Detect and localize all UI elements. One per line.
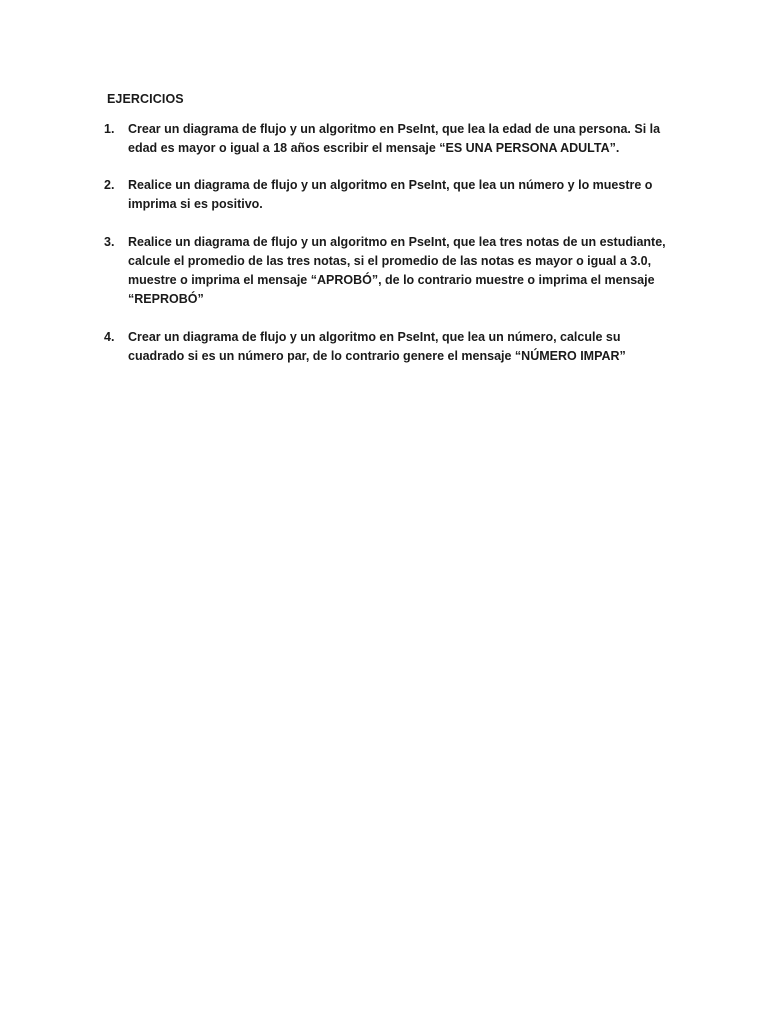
- exercise-item-1: [104, 120, 674, 158]
- exercise-item-4: [104, 328, 674, 366]
- document-title: EJERCICIOS: [107, 92, 184, 106]
- exercise-item-3: [104, 233, 674, 309]
- exercise-item-2: [104, 176, 674, 214]
- exercise-text: Crear un diagrama de flujo y un algoritmo en PseInt, que lea la edad de una persona. Si la edad es mayor o igual a 18 años escribir el mensaje “ES UNA PERSONA ADULTA”.: [128, 122, 661, 155]
- exercise-text: Realice un diagrama de flujo y un algoritmo en PseInt, que lea un número y lo muestre o imprima si es positivo.: [128, 178, 653, 211]
- exercise-text: Realice un diagrama de flujo y un algoritmo en PseInt, que lea tres notas de un estudiante, calcule el promedio de las tres notas, si el promedio de las notas es mayor o igual a 3.0, muestre o imprima el mensaje “APROBÓ”, de lo contrario muestre o imprima el mensaje “REPROBÓ”: [128, 235, 666, 306]
- exercise-list: [104, 120, 674, 384]
- exercise-number: 3.: [104, 235, 115, 249]
- exercise-number: 2.: [104, 178, 115, 192]
- exercise-number: 1.: [104, 122, 115, 136]
- exercise-text: Crear un diagrama de flujo y un algoritmo en PseInt, que lea un número, calcule su cuadrado si es un número par, de lo contrario genere el mensaje “NÚMERO IMPAR”: [128, 330, 626, 363]
- exercise-number: 4.: [104, 330, 115, 344]
